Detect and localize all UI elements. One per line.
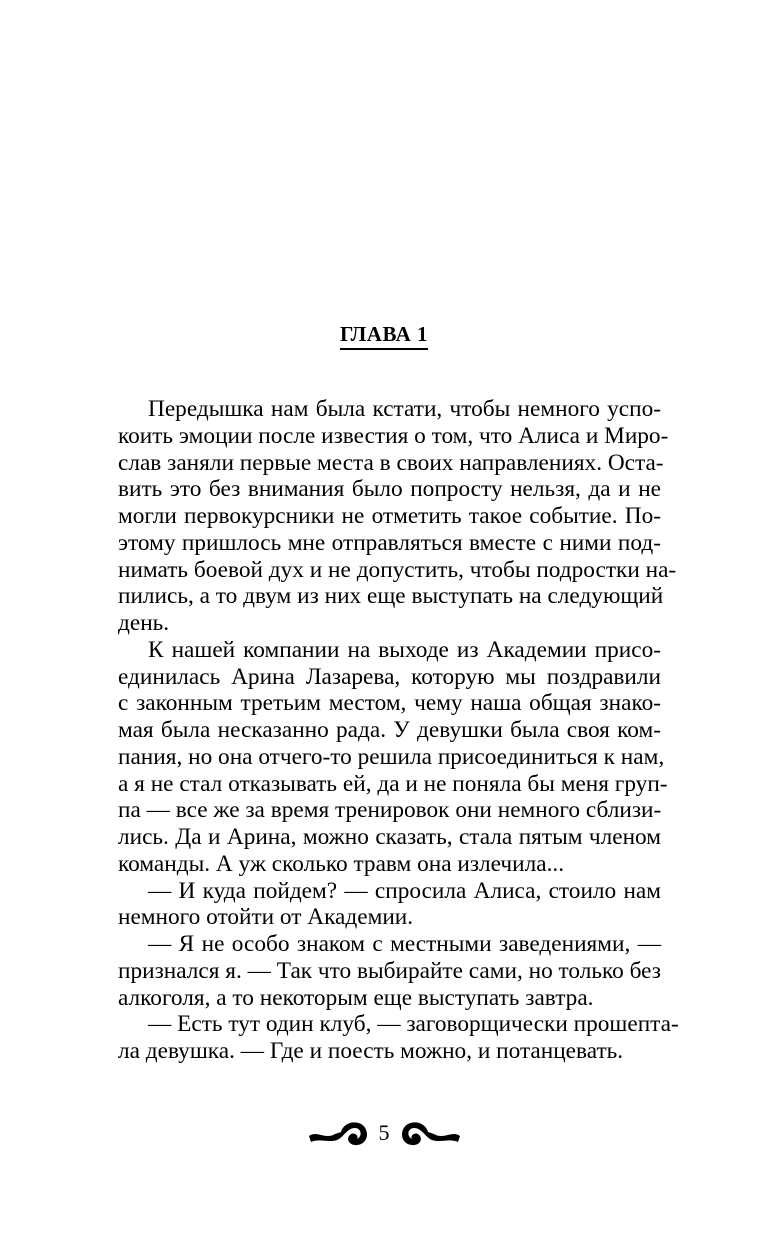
paragraph: [118, 396, 677, 637]
text-line: единилась Арина Лазарева, которую мы поздравили: [118, 663, 661, 690]
text-line: пания, но она отчего-то решила присоединиться к нам,: [118, 743, 665, 770]
chapter-title: ГЛАВА 1: [340, 322, 428, 350]
text-line: вить это без внимания было попросту нельзя, да и не: [118, 476, 661, 503]
text-line: — Есть тут один клуб, — заговорщически прошепта-: [148, 1011, 679, 1038]
text-line: могли первокурсники не отметить такое событие. По-: [118, 503, 661, 529]
text-line: а я не стал отказывать ей, да и не поняла бы меня груп-: [118, 770, 668, 797]
chapter-heading: [0, 322, 768, 347]
text-line: ла девушка. — Где и поесть можно, и потанцевать.: [118, 1038, 624, 1064]
paragraph: [118, 1011, 679, 1065]
body-text: [118, 396, 679, 1065]
text-line: алкоголя, а то некоторым еще выступать завтра.: [118, 984, 594, 1011]
text-line: — И куда пойдем? — спросила Алиса, стоило нам: [148, 877, 661, 904]
text-line: коить эмоции после известия о том, что Алиса и Миро-: [118, 422, 669, 449]
paragraph: [118, 636, 668, 878]
text-line: К нашей компании на выходе из Академии присо-: [148, 636, 661, 663]
text-line: немного отойти от Академии.: [118, 904, 414, 931]
text-line: команды. А уж сколько травм она излечила...: [118, 850, 565, 877]
text-line: слав заняли первые места в своих направлениях. Оста-: [118, 449, 664, 476]
text-line: нимать боевой дух и не допустить, чтобы подростки на-: [118, 556, 677, 583]
text-line: па — все же за время тренировок они немного сблизи-: [118, 797, 662, 824]
text-line: день.: [118, 610, 170, 636]
text-line: лись. Да и Арина, можно сказать, стала пятым членом: [118, 824, 661, 850]
text-line: признался я. — Так что выбирайте сами, но только без: [118, 957, 661, 984]
page-footer: [0, 1118, 768, 1148]
text-line: Передышка нам была кстати, чтобы немного успо-: [148, 396, 661, 422]
paragraph: [118, 878, 661, 932]
paragraph: [118, 931, 661, 1011]
page-number: 5: [378, 1120, 390, 1145]
right-ornament-icon: [398, 1118, 462, 1148]
text-line: пились, а то двум из них еще выступать на следующий: [118, 583, 664, 610]
text-line: этому пришлось мне отправляться вместе с ними под-: [118, 529, 661, 556]
text-line: мая была несказанно рада. У девушки была своя ком-: [118, 717, 661, 743]
left-ornament-icon: [307, 1118, 371, 1148]
text-line: — Я не особо знаком с местными заведениями, —: [148, 931, 661, 957]
text-line: с законным третьим местом, чему наша общая знако-: [118, 690, 661, 717]
